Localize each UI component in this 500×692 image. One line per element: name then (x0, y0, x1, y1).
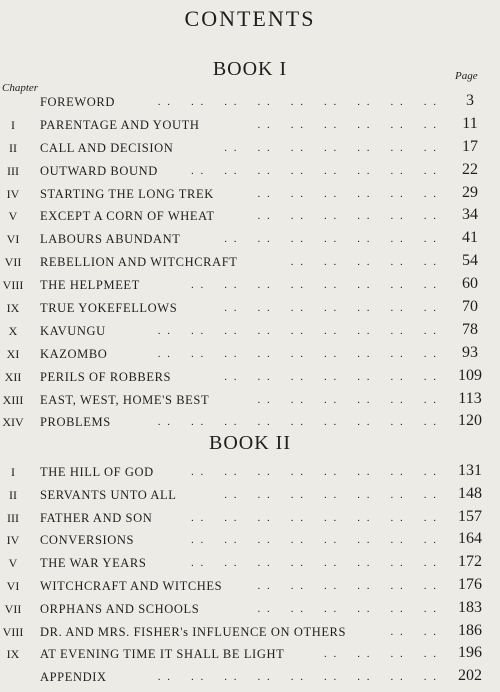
contents-entry (0, 159, 500, 182)
dot-leaders: . . . . . . . . . . . . . . . . . . (157, 347, 438, 360)
page-title: CONTENTS (184, 6, 316, 31)
dot-leaders: . . . . . . . . . . . . . . . . . . (157, 416, 438, 429)
chapter-title: CALL AND DECISION (40, 140, 174, 155)
chapter-number: XIV (2, 415, 24, 430)
chapter-number: I (11, 117, 15, 132)
dot-leaders: . . . . . . . . . . . . (257, 393, 438, 406)
contents-entry (0, 182, 500, 205)
chapter-number: VIII (2, 624, 24, 639)
contents-entry (0, 273, 500, 296)
contents-entry (0, 574, 500, 597)
dot-leaders: . . . . . . . . . . . . . . . . (191, 534, 438, 547)
page-column-label: Page (455, 70, 478, 82)
chapter-number: III (7, 163, 19, 178)
page-number: 93 (462, 343, 478, 361)
chapter-number: II (9, 487, 17, 502)
page-number: 17 (462, 137, 478, 155)
contents-entry (0, 250, 500, 273)
chapter-number: III (7, 510, 19, 525)
chapter-title: PERILS OF ROBBERS (40, 369, 172, 384)
chapter-number: IX (6, 647, 20, 662)
chapter-title: EXCEPT A CORN OF WHEAT (40, 209, 215, 224)
chapter-title: THE HILL OF GOD (40, 465, 154, 479)
page-number: 113 (458, 389, 482, 407)
contents-entry (0, 642, 500, 665)
page-number: 70 (462, 298, 478, 316)
page-number: 183 (458, 598, 482, 616)
chapter-number: VII (4, 601, 22, 616)
dot-leaders: . . . . . . . . . . . . (257, 118, 438, 131)
contents-entry (0, 551, 500, 574)
dot-leaders: . . . . . . . . . . . . . . . . (191, 557, 438, 570)
dot-leaders: . . . . . . . . (324, 648, 438, 661)
chapter-number: IV (6, 533, 20, 548)
dot-leaders: . . . . . . . . . . . . . . (224, 141, 438, 154)
chapter-number: V (8, 209, 18, 224)
chapter-number: VII (4, 255, 22, 270)
contents-entry (0, 410, 500, 433)
chapter-title: AT EVENING TIME IT SHALL BE LIGHT (40, 647, 285, 662)
chapter-title: OUTWARD BOUND (40, 163, 158, 178)
chapter-title: FOREWORD (40, 95, 115, 109)
contents-entry (0, 296, 500, 319)
page-number: 131 (458, 462, 482, 479)
contents-entry (0, 388, 500, 411)
page-number: 29 (462, 183, 478, 201)
contents-entry (0, 136, 500, 159)
chapter-title: PROBLEMS (40, 415, 111, 430)
chapter-number: IX (6, 301, 20, 316)
page-number: 78 (462, 320, 478, 338)
chapter-number: VIII (2, 278, 24, 293)
page-number: 157 (458, 507, 482, 525)
contents-entry (0, 113, 500, 136)
page-number: 196 (458, 644, 482, 662)
chapter-title: DR. AND MRS. FISHER's INFLUENCE ON OTHERS (40, 624, 347, 639)
chapter-title: FATHER AND SON (40, 510, 153, 525)
contents-entry (0, 204, 500, 227)
page-number: 164 (458, 530, 482, 548)
chapter-title: KAZOMBO (40, 346, 108, 361)
dot-leaders: . . . . . . . . . . . . . . . . (191, 511, 438, 524)
chapter-title: KAVUNGU (40, 323, 106, 338)
contents-entry (0, 620, 500, 643)
chapter-number: II (9, 140, 17, 155)
page-number: 148 (458, 484, 482, 502)
chapter-title: STARTING THE LONG TREK (40, 186, 214, 201)
dot-leaders: . . . . . . . . . . . . . . . . . . (157, 324, 438, 337)
dot-leaders: . . . . . . . . . . . . . . . . (191, 279, 438, 292)
chapter-title: EAST, WEST, HOME'S BEST (40, 392, 210, 407)
contents-entry (0, 665, 500, 688)
dot-leaders: . . . . . . . . . . . . (257, 579, 438, 592)
chapter-title: SERVANTS UNTO ALL (40, 487, 177, 502)
page-number: 60 (462, 275, 478, 293)
contents-entry (0, 227, 500, 250)
chapter-title: THE WAR YEARS (40, 556, 147, 571)
contents-entry (0, 319, 500, 342)
dot-leaders: . . . . . . . . . . . . . . . . . . (157, 671, 438, 684)
chapter-number: IV (6, 186, 20, 201)
dot-leaders: . . . . . . . . . . . . (257, 602, 438, 615)
chapter-number: I (11, 465, 15, 479)
dot-leaders: . . . . . . . . . . . . . . (224, 302, 438, 315)
chapter-number: XII (4, 369, 22, 384)
contents-entry (0, 365, 500, 388)
page-number: 54 (462, 252, 478, 270)
page-number: 34 (462, 206, 478, 224)
dot-leaders: . . . . . . . . . . (290, 256, 438, 269)
chapter-title: LABOURS ABUNDANT (40, 232, 181, 247)
chapter-title: CONVERSIONS (40, 533, 135, 548)
dot-leaders: . . . . . . . . . . . . . . (224, 488, 438, 501)
chapter-number: VI (6, 232, 20, 247)
contents-entry (0, 460, 500, 483)
chapter-column-label: Chapter (2, 82, 39, 94)
dot-leaders: . . . . . . . . . . . . . . . . . . (157, 96, 438, 108)
chapter-title: PARENTAGE AND YOUTH (40, 117, 200, 132)
chapter-title: WITCHCRAFT AND WITCHES (40, 578, 223, 593)
contents-entry (0, 90, 500, 113)
dot-leaders: . . . . . . . . . . . . . . (224, 370, 438, 383)
contents-entry (0, 483, 500, 506)
dot-leaders: . . . . . . . . . . . . . . . . (191, 466, 438, 478)
page-number: 109 (458, 366, 482, 384)
chapter-title: TRUE YOKEFELLOWS (40, 301, 178, 316)
contents-entry (0, 528, 500, 551)
chapter-number: XI (6, 346, 20, 361)
book-2-heading: BOOK II (209, 432, 291, 454)
chapter-number: V (8, 556, 18, 571)
dot-leaders: . . . . (390, 625, 438, 638)
page-number: 202 (458, 667, 482, 685)
page-number: 41 (462, 229, 478, 247)
chapter-title: THE HELPMEET (40, 278, 140, 293)
chapter-number: XIII (2, 392, 24, 407)
book-2-contents-list (0, 460, 500, 688)
page-number: 176 (458, 575, 482, 593)
dot-leaders: . . . . . . . . . . . . (257, 187, 438, 200)
chapter-number: VI (6, 578, 20, 593)
page-number: 22 (462, 160, 478, 178)
chapter-title: ORPHANS AND SCHOOLS (40, 601, 200, 616)
chapter-title: REBELLION AND WITCHCRAFT (40, 255, 238, 270)
contents-entry (0, 506, 500, 529)
page-number: 3 (466, 92, 474, 109)
chapter-number: X (8, 323, 18, 338)
dot-leaders: . . . . . . . . . . . . . . . . (191, 164, 438, 177)
page-number: 11 (462, 114, 478, 132)
dot-leaders: . . . . . . . . . . . . . . (224, 233, 438, 246)
contents-entry (0, 342, 500, 365)
page-number: 172 (458, 553, 482, 571)
page-number: 186 (458, 621, 482, 639)
book-1-contents-list (0, 90, 500, 433)
dot-leaders: . . . . . . . . . . . . (257, 210, 438, 223)
contents-entry (0, 597, 500, 620)
chapter-title: APPENDIX (40, 670, 107, 685)
book-1-heading: BOOK I (212, 58, 288, 80)
page-number: 120 (458, 412, 482, 430)
